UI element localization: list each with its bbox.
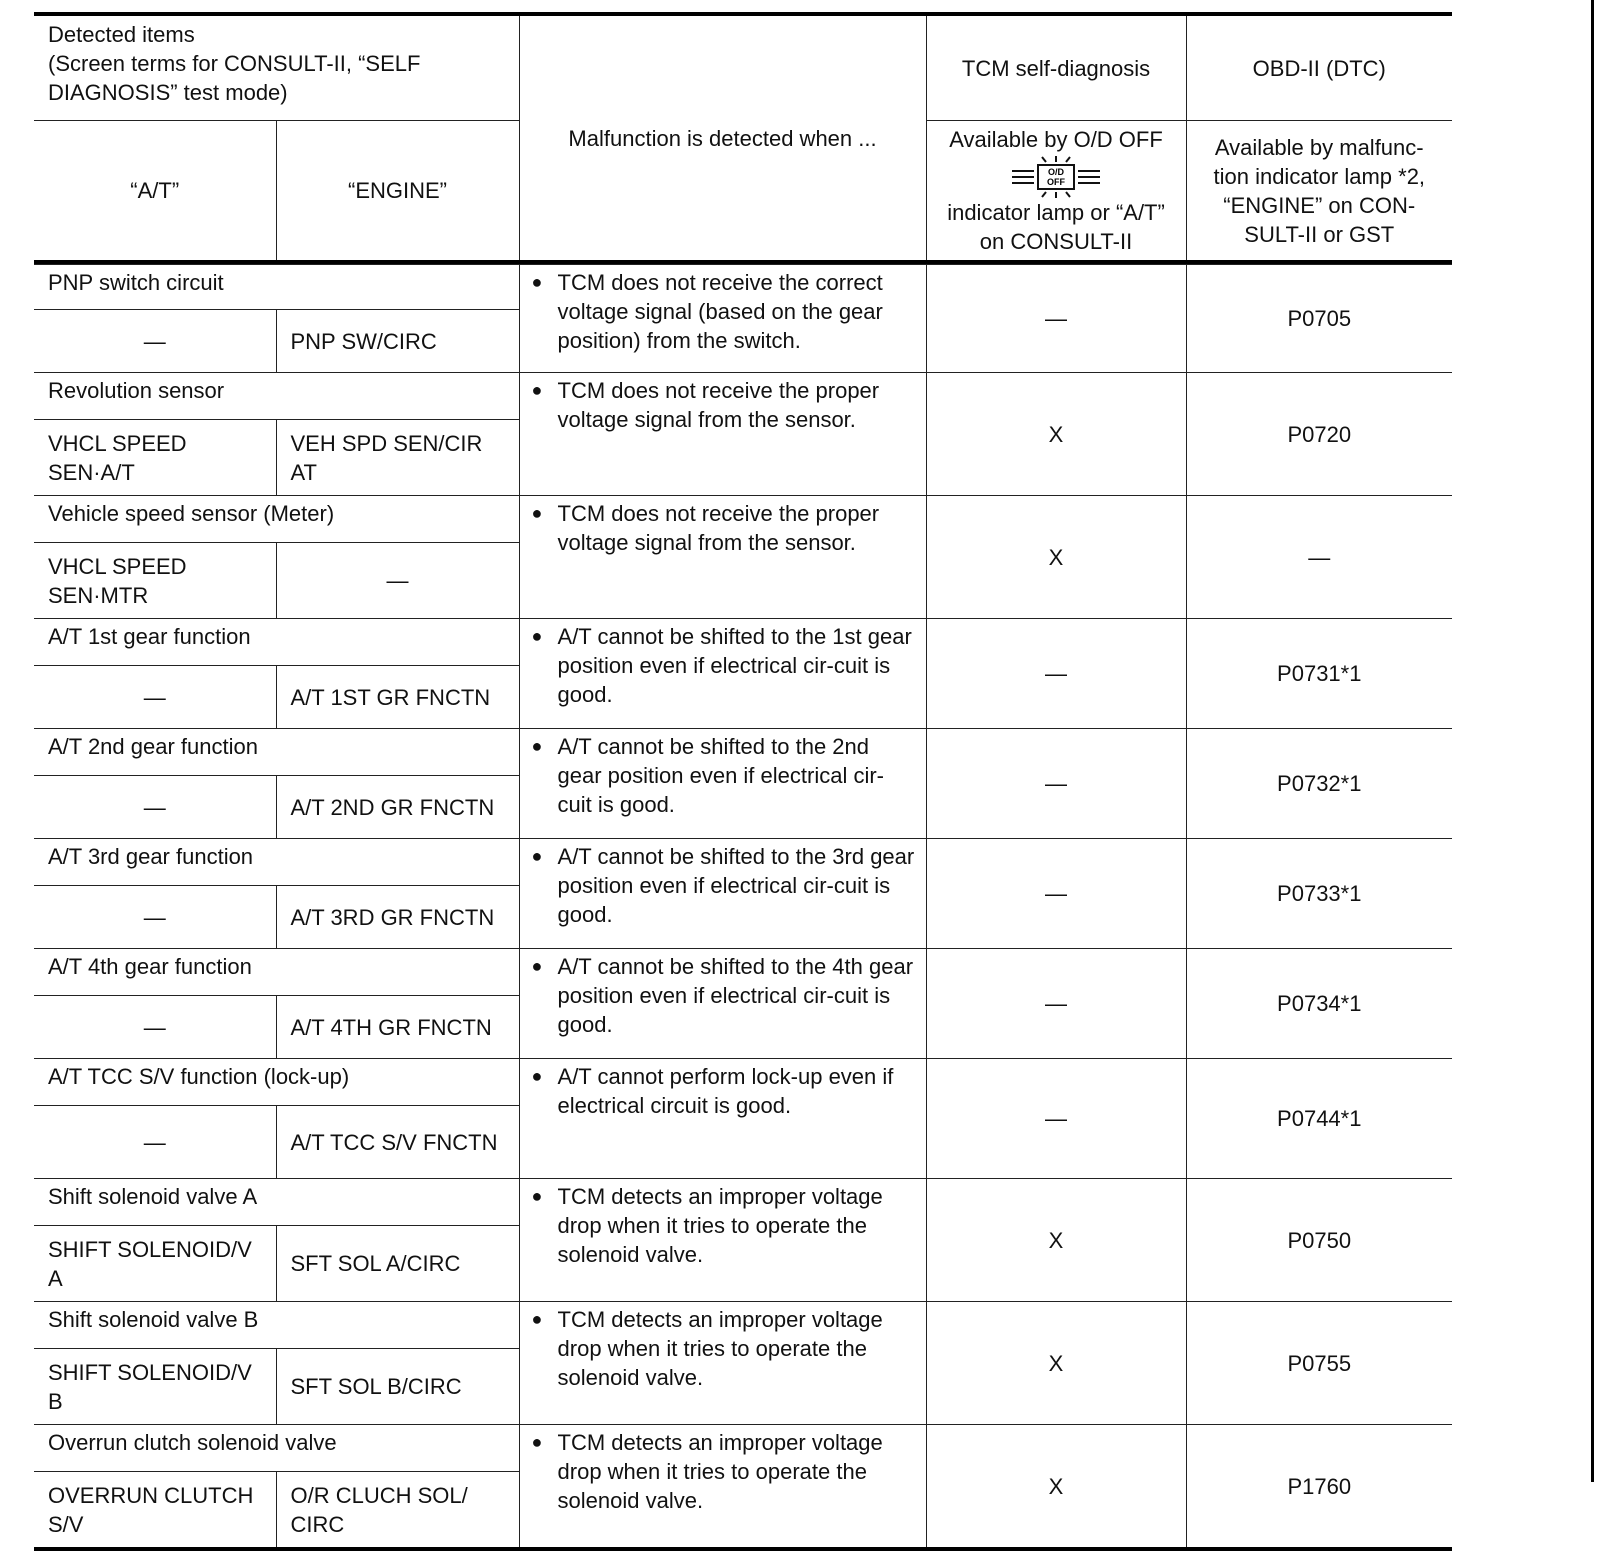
malfunction-cell [519,1302,926,1425]
header-col-engine: “ENGINE” [276,121,519,263]
malfunction-text: TCM detects an improper voltage drop when it tries to operate the solenoid valve. [557,1430,883,1513]
tcm-self-diagnosis-cell: — [926,619,1186,729]
obd-dtc-cell: P0755 [1186,1302,1452,1425]
tcm-self-diagnosis-cell: X [926,373,1186,496]
engine-screen-term: A/T TCC S/V FNCTN [276,1106,519,1179]
malfunction-cell [519,619,926,729]
obd-dtc-cell: P0734*1 [1186,949,1452,1059]
tcm-available-text-2: indicator lamp or “A/T” on CONSULT-II [947,200,1165,254]
table-row [34,1302,1452,1349]
tcm-self-diagnosis-cell: — [926,1059,1186,1179]
detected-item: A/T TCC S/V function (lock-up) [34,1059,519,1106]
engine-screen-term: SFT SOL B/CIRC [276,1349,519,1425]
header-tcm-self-diagnosis: TCM self-diagnosis [926,14,1186,121]
diagnosis-table-wrapper [34,12,1452,1551]
obd-dtc-cell: P1760 [1186,1425,1452,1550]
detected-item: Revolution sensor [34,373,519,420]
malfunction-cell [519,1059,926,1179]
header-detected-items [34,14,519,121]
header-screen-terms: (Screen terms for CONSULT-II, “SELF DIAGNOSIS” test mode) [48,51,421,105]
malfunction-text: TCM does not receive the proper voltage signal from the sensor. [557,378,880,432]
tcm-available-text: Available by O/D OFF [949,127,1163,152]
table-row [34,729,1452,776]
malfunction-cell [519,729,926,839]
at-screen-term: OVERRUN CLUTCH S/V [34,1472,276,1550]
table-row [34,1059,1452,1106]
malfunction-cell [519,496,926,619]
engine-screen-term: VEH SPD SEN/CIR AT [276,420,519,496]
malfunction-text: A/T cannot be shifted to the 3rd gear position even if electrical cir-cuit is good. [557,844,915,927]
at-screen-term: VHCL SPEED SEN·A/T [34,420,276,496]
bullet-icon: ● [531,846,543,866]
bullet-icon: ● [531,1066,543,1086]
at-screen-term: — [34,310,276,373]
at-screen-term: SHIFT SOLENOID/V B [34,1349,276,1425]
page-edge-line [1591,0,1594,1482]
malfunction-text: A/T cannot be shifted to the 2nd gear position even if electrical cir-cuit is good. [557,734,884,817]
engine-screen-term: PNP SW/CIRC [276,310,519,373]
bullet-icon: ● [531,503,543,523]
obd-dtc-cell: P0705 [1186,265,1452,373]
svg-text:O/D: O/D [1048,167,1065,177]
tcm-self-diagnosis-cell: X [926,1425,1186,1550]
tcm-self-diagnosis-cell: X [926,496,1186,619]
detected-item: Vehicle speed sensor (Meter) [34,496,519,543]
at-screen-term: — [34,996,276,1059]
at-screen-term: VHCL SPEED SEN·MTR [34,543,276,619]
header-detected-items-title: Detected items [48,22,195,47]
at-screen-term: — [34,666,276,729]
malfunction-cell [519,1425,926,1550]
malfunction-text: A/T cannot be shifted to the 4th gear position even if electrical cir-cuit is good. [557,954,914,1037]
at-screen-term: — [34,886,276,949]
diagnosis-body-table [34,264,1452,1551]
tcm-self-diagnosis-cell: — [926,265,1186,373]
od-off-indicator-icon [1008,156,1104,198]
detected-item: Shift solenoid valve B [34,1302,519,1349]
engine-screen-term: A/T 2ND GR FNCTN [276,776,519,839]
malfunction-text: A/T cannot perform lock-up even if electrical circuit is good. [557,1064,894,1118]
engine-screen-term: — [276,543,519,619]
table-row [34,839,1452,886]
header-malfunction: Malfunction is detected when ... [519,14,926,262]
malfunction-text: TCM does not receive the correct voltage signal (based on the gear position) from the switch. [557,270,883,353]
tcm-self-diagnosis-cell: — [926,949,1186,1059]
table-row [34,949,1452,996]
bullet-icon: ● [531,1186,543,1206]
engine-screen-term: O/R CLUCH SOL/ CIRC [276,1472,519,1550]
at-screen-term: SHIFT SOLENOID/V A [34,1226,276,1302]
bullet-icon: ● [531,1432,543,1452]
table-row [34,496,1452,543]
detected-item: Shift solenoid valve A [34,1179,519,1226]
obd-dtc-cell: — [1186,496,1452,619]
table-row [34,373,1452,420]
detected-item: A/T 1st gear function [34,619,519,666]
at-screen-term: — [34,776,276,839]
header-obd-available: Available by malfunc-tion indicator lamp *2, “ENGINE” on CON-SULT-II or GST [1186,121,1452,263]
header-obd: OBD-II (DTC) [1186,14,1452,121]
header-tcm-available [926,121,1186,263]
obd-dtc-cell: P0750 [1186,1179,1452,1302]
tcm-self-diagnosis-cell: X [926,1179,1186,1302]
svg-text:OFF: OFF [1047,177,1066,187]
bullet-icon: ● [531,272,543,292]
obd-dtc-cell: P0744*1 [1186,1059,1452,1179]
detected-item: A/T 3rd gear function [34,839,519,886]
malfunction-cell [519,1179,926,1302]
malfunction-text: TCM does not receive the proper voltage signal from the sensor. [557,501,880,555]
engine-screen-term: A/T 3RD GR FNCTN [276,886,519,949]
malfunction-cell [519,373,926,496]
self-diagnosis-table [34,12,1452,264]
engine-screen-term: A/T 1ST GR FNCTN [276,666,519,729]
table-row [34,265,1452,310]
malfunction-cell [519,949,926,1059]
engine-screen-term: A/T 4TH GR FNCTN [276,996,519,1059]
table-row [34,1425,1452,1472]
obd-dtc-cell: P0733*1 [1186,839,1452,949]
engine-screen-term: SFT SOL A/CIRC [276,1226,519,1302]
malfunction-text: A/T cannot be shifted to the 1st gear position even if electrical cir-cuit is good. [557,624,912,707]
obd-dtc-cell: P0732*1 [1186,729,1452,839]
bullet-icon: ● [531,626,543,646]
table-row [34,619,1452,666]
detected-item: Overrun clutch solenoid valve [34,1425,519,1472]
obd-dtc-cell: P0720 [1186,373,1452,496]
at-screen-term: — [34,1106,276,1179]
malfunction-cell [519,839,926,949]
detected-item: PNP switch circuit [34,265,519,310]
bullet-icon: ● [531,956,543,976]
obd-dtc-cell: P0731*1 [1186,619,1452,729]
malfunction-cell [519,265,926,373]
tcm-self-diagnosis-cell: X [926,1302,1186,1425]
header-col-at: “A/T” [34,121,276,263]
malfunction-text: TCM detects an improper voltage drop when it tries to operate the solenoid valve. [557,1307,883,1390]
bullet-icon: ● [531,736,543,756]
table-row [34,1179,1452,1226]
malfunction-text: TCM detects an improper voltage drop when it tries to operate the solenoid valve. [557,1184,883,1267]
diagnosis-rows [34,265,1452,1550]
tcm-self-diagnosis-cell: — [926,839,1186,949]
tcm-self-diagnosis-cell: — [926,729,1186,839]
detected-item: A/T 2nd gear function [34,729,519,776]
detected-item: A/T 4th gear function [34,949,519,996]
bullet-icon: ● [531,1309,543,1329]
bullet-icon: ● [531,380,543,400]
